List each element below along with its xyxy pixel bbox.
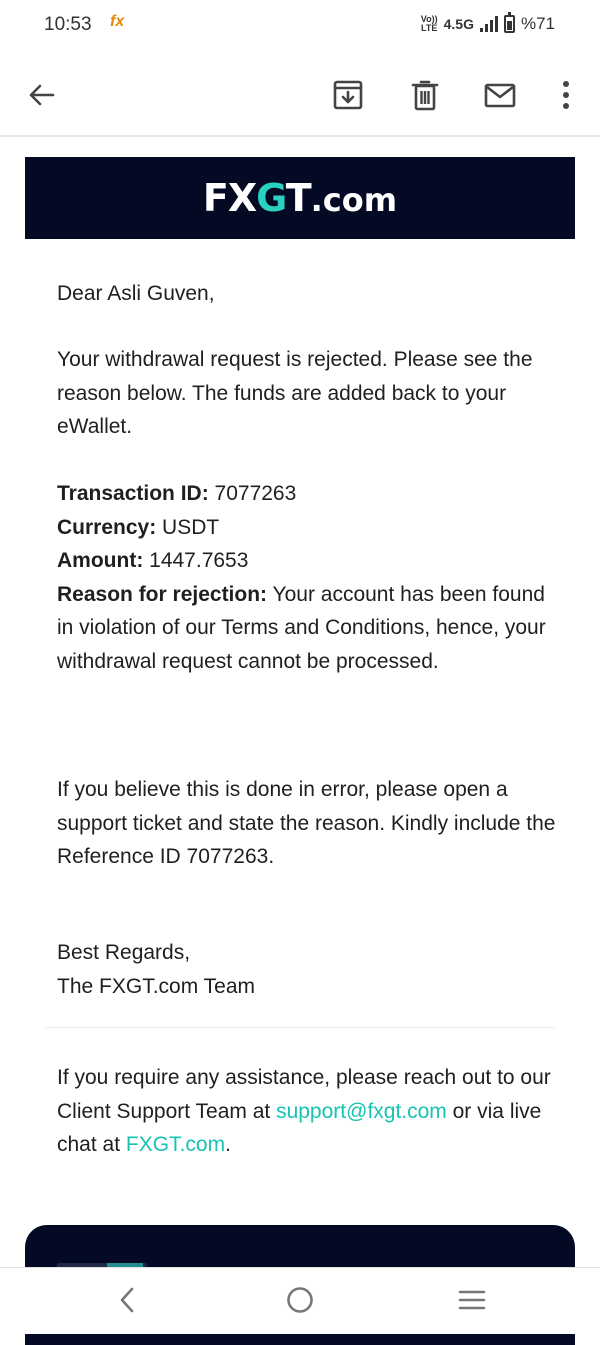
status-indicators bbox=[421, 14, 555, 34]
email-greeting: Dear Asli Guven, bbox=[57, 282, 215, 305]
network-type: 4.5G bbox=[443, 16, 474, 32]
nav-recents-icon bbox=[457, 1285, 487, 1315]
nav-back-button[interactable] bbox=[105, 1280, 149, 1320]
volte-icon: Vo)) LTE bbox=[420, 14, 438, 33]
error-paragraph: If you believe this is done in error, please open a support ticket and state the reason. Kindly include the Reference ID 7077263. bbox=[57, 778, 556, 868]
rejection-reason-row: Reason for rejection: Your account has been found in violation of our Terms and Conditions, hence, your withdrawal request cannot be processed. bbox=[57, 582, 546, 673]
system-nav-bar bbox=[0, 1267, 600, 1334]
support-paragraph: If you require any assistance, please reach out to our Client Support Team at support@fxgt.com or via live chat at FXGT.com. bbox=[57, 1066, 551, 1156]
email-signature: Best Regards, The FXGT.com Team bbox=[57, 941, 256, 998]
nav-home-icon bbox=[285, 1285, 315, 1315]
back-button[interactable] bbox=[22, 75, 62, 115]
email-intro-paragraph: Your withdrawal request is rejected. Please see the reason below. The funds are added back to your eWallet. bbox=[57, 348, 533, 438]
nav-back-icon bbox=[115, 1285, 139, 1315]
transaction-id-row: Transaction ID: 7077263 bbox=[57, 482, 297, 505]
trash-icon bbox=[408, 78, 442, 112]
email-header-banner bbox=[25, 157, 575, 239]
email-toolbar bbox=[0, 55, 600, 137]
currency-row: Currency: USDT bbox=[57, 515, 220, 539]
status-bar bbox=[0, 0, 600, 52]
status-time: 10:53 bbox=[44, 14, 92, 35]
archive-download-icon bbox=[331, 78, 365, 112]
mail-envelope-icon bbox=[483, 78, 517, 112]
fxgt-site-link[interactable]: FXGT.com bbox=[125, 1133, 226, 1156]
battery-icon bbox=[504, 15, 515, 33]
archive-button[interactable] bbox=[328, 75, 368, 115]
mark-unread-button[interactable] bbox=[480, 75, 520, 115]
section-divider bbox=[44, 1027, 556, 1028]
nav-home-button[interactable] bbox=[278, 1280, 322, 1320]
fxgt-logo: FXGT.com bbox=[202, 176, 398, 220]
signal-strength-icon bbox=[480, 16, 498, 32]
app-notification-icon: fx bbox=[110, 13, 125, 30]
battery-percentage: %71 bbox=[520, 14, 555, 33]
delete-button[interactable] bbox=[405, 75, 445, 115]
transaction-details bbox=[57, 477, 557, 678]
support-email-link[interactable]: support@fxgt.com bbox=[276, 1099, 447, 1123]
more-options-button[interactable] bbox=[546, 75, 586, 115]
more-vertical-icon bbox=[556, 78, 576, 112]
amount-row: Amount: 1447.7653 bbox=[57, 549, 249, 572]
arrow-left-icon bbox=[27, 80, 57, 110]
nav-recents-button[interactable] bbox=[450, 1280, 494, 1320]
